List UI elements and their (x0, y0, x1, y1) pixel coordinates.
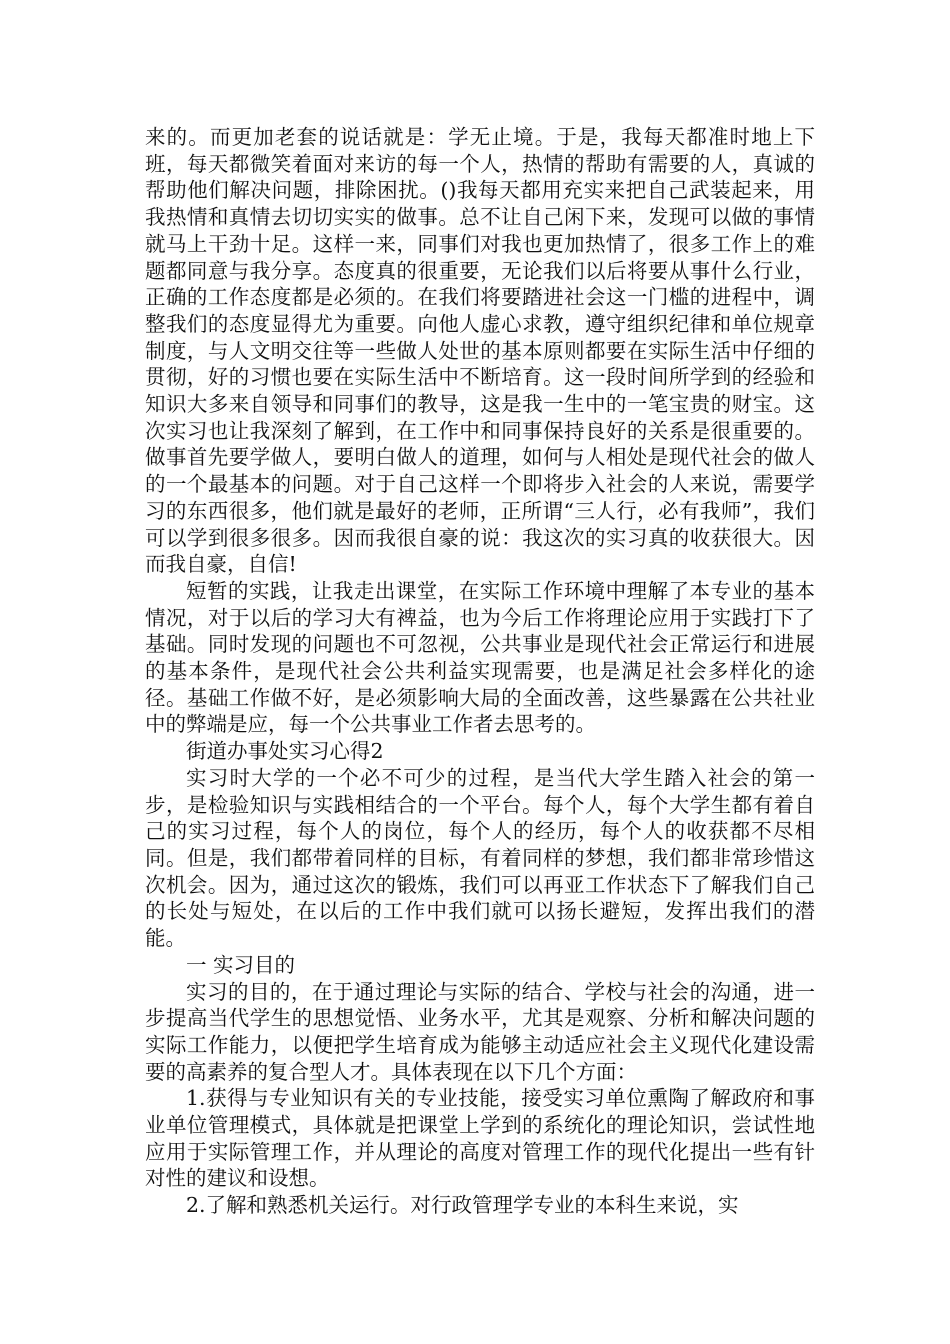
body-paragraph: 实习时大学的一个必不可少的过程，是当代大学生踏入社会的第一步，是检验知识与实践相结合的一个平台。每个人，每个大学生都有着自己的实习过程，每个人的岗位，每个人的经历，每个人的收获都不尽相同。但是，我们都带着同样的目标，有着同样的梦想，我们都非常珍惜这次机会。因为，通过这次的锻炼，我们可以再亚工作状态下了解我们自己的长处与短处，在以后的工作中我们就可以扬长避短，发挥出我们的潜能。 (145, 765, 815, 951)
list-item-paragraph: 1.获得与专业知识有关的专业技能，接受实习单位熏陶了解政府和事业单位管理模式，具体就是把课堂上学到的系统化的理论知识，尝试性地应用于实际管理工作，并从理论的高度对管理工作的现代化提出一些有针对性的建议和设想。 (145, 1086, 815, 1191)
body-paragraph: 短暂的实践，让我走出课堂，在实际工作环境中理解了本专业的基本情况，对于以后的学习大有裨益，也为今后工作将理论应用于实践打下了基础。同时发现的问题也不可忽视，公共事业是现代社会正常运行和进展的基本条件，是现代社会公共利益实现需要，也是满足社会多样化的途径。基础工作做不好，是必须影响大局的全面改善，这些暴露在公共社业中的弊端是应，每一个公共事业工作者去思考的。 (145, 578, 815, 737)
body-paragraph: 来的。而更加老套的说话就是：学无止境。于是，我每天都准时地上下班，每天都微笑着面对来访的每一个人，热情的帮助有需要的人，真诚的帮助他们解决问题，排除困扰。()我每天都用充实来把自己武装起来，用我热情和真情去切切实实的做事。总不让自己闲下来，发现可以做的事情就马上干劲十足。这样一来，同事们对我也更加热情了，很多工作上的难题都同意与我分享。态度真的很重要，无论我们以后将要从事什么行业，正确的工作态度都是必须的。在我们将要踏进社会这一门槛的进程中，调整我们的态度显得尤为重要。向他人虚心求教，遵守组织纪律和单位规章制度，与人文明交往等一些做人处世的基本原则都要在实际生活中仔细的贯彻，好的习惯也要在实际生活中不断培育。这一段时间所学到的经验和知识大多来自领导和同事们的教导，这是我一生中的一笔宝贵的财宝。这次实习也让我深刻了解到，在工作中和同事保持良好的关系是很重要的。做事首先要学做人，要明白做人的道理，如何与人相处是现代社会的做人的一个最基本的问题。对于自己这样一个即将步入社会的人来说，需要学习的东西很多，他们就是最好的老师，正所谓“三人行，必有我师”，我们可以学到很多很多。因而我很自豪的说：我这次的实习真的收获很大。因而我自豪，自信! (145, 125, 815, 577)
document-page (145, 124, 815, 1219)
list-item-paragraph: 2.了解和熟悉机关运行。对行政管理学专业的本科生来说，实 (186, 1193, 739, 1218)
body-paragraph: 实习的目的，在于通过理论与实际的结合、学校与社会的沟通，进一步提高当代学生的思想觉悟、业务水平，尤其是观察、分析和解决问题的实际工作能力，以便把学生培育成为能够主动适应社会主义现代化建设需要的高素养的复合型人才。具体表现在以下几个方面： (145, 979, 815, 1084)
section-subheading: 一 实习目的 (186, 952, 296, 977)
section-heading: 街道办事处实习心得2 (186, 739, 384, 764)
